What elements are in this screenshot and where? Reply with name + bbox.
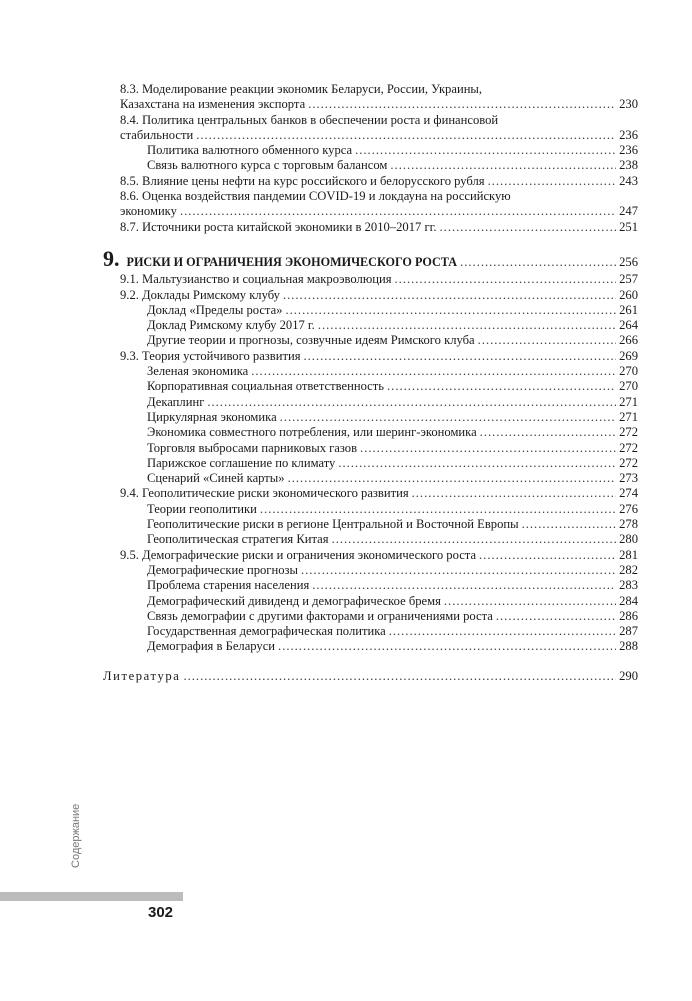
- entry-title: Другие теории и прогнозы, созвучные идеям Римского клуба: [147, 333, 475, 348]
- entry-page: 276: [619, 501, 638, 516]
- chapter-9-sections: [103, 272, 638, 654]
- entry-title: 9.5. Демографические риски и ограничения экономического роста: [120, 547, 477, 562]
- entry-title: 8.5. Влияние цены нефти на курс российского и белорусского рубля: [120, 173, 485, 188]
- entry-page: 257: [619, 272, 638, 287]
- dot-leader: [387, 379, 616, 394]
- entry-page: 288: [619, 639, 638, 654]
- dot-leader: [196, 128, 616, 143]
- literature-page: 290: [619, 668, 638, 683]
- toc-entry[interactable]: [103, 82, 638, 113]
- literature-entry[interactable]: [103, 669, 638, 684]
- entry-page: 281: [619, 547, 638, 562]
- toc-entry[interactable]: [103, 609, 638, 624]
- entry-title: 9.1. Мальтузианство и социальная макроэволюция: [120, 272, 392, 287]
- toc-entry[interactable]: [103, 517, 638, 532]
- entry-title: 8.7. Источники роста китайской экономики в 2010–2017 гг.: [120, 219, 437, 234]
- chapter-heading[interactable]: [103, 245, 638, 271]
- entry-page: 271: [619, 394, 638, 409]
- entry-title: Доклад «Пределы роста»: [147, 302, 283, 317]
- entry-page: 236: [619, 127, 638, 142]
- dot-leader: [285, 303, 616, 318]
- dot-leader: [522, 517, 617, 532]
- entry-page: 230: [619, 97, 638, 112]
- entry-page: 251: [619, 219, 638, 234]
- dot-leader: [440, 220, 617, 235]
- toc-entry[interactable]: [103, 563, 638, 578]
- toc-entry[interactable]: [103, 578, 638, 593]
- entry-title: Экономика совместного потребления, или шеринг-экономика: [147, 425, 477, 440]
- entry-page: 272: [619, 440, 638, 455]
- entry-row: [147, 158, 638, 173]
- toc-entry[interactable]: [103, 333, 638, 348]
- dot-leader: [338, 456, 616, 471]
- literature-title: Литература: [103, 668, 181, 683]
- entry-title: Торговля выбросами парниковых газов: [147, 440, 358, 455]
- dot-leader: [496, 609, 616, 624]
- toc-entry[interactable]: [103, 288, 638, 303]
- entry-page: 284: [619, 593, 638, 608]
- dot-leader: [412, 486, 616, 501]
- toc-entry[interactable]: [103, 364, 638, 379]
- entry-page: 238: [619, 158, 638, 173]
- dot-leader: [460, 255, 616, 270]
- toc-entry[interactable]: [103, 502, 638, 517]
- toc-entry[interactable]: [103, 548, 638, 563]
- entry-title: Геополитические риски в регионе Центральной и Восточной Европы: [147, 517, 519, 532]
- entry-title: Государственная демографическая политика: [147, 624, 386, 639]
- dot-leader: [260, 502, 616, 517]
- entry-page: 270: [619, 379, 638, 394]
- chapter-number: 9.: [103, 245, 120, 271]
- dot-leader: [251, 364, 616, 379]
- entry-title: Демографический дивиденд и демографическое бремя: [147, 593, 441, 608]
- dot-leader: [390, 158, 616, 173]
- dot-leader: [180, 204, 616, 219]
- entry-title: Теории геополитики: [147, 501, 257, 516]
- entry-page: 274: [619, 486, 638, 501]
- entry-title: стабильности: [120, 127, 194, 142]
- dot-leader: [288, 471, 617, 486]
- dot-leader: [479, 548, 616, 563]
- entry-page: 266: [619, 333, 638, 348]
- side-section-label: Содержание: [70, 803, 82, 868]
- dot-leader: [318, 318, 616, 333]
- dot-leader: [278, 639, 616, 654]
- entry-title-line: 8.3. Моделирование реакции экономик Беларуси, России, Украины,: [120, 82, 483, 96]
- footer-bar: [0, 892, 183, 901]
- dot-leader: [301, 563, 616, 578]
- entry-title: Политика валютного обменного курса: [147, 143, 353, 158]
- entry-title: 9.2. Доклады Римскому клубу: [120, 287, 280, 302]
- dot-leader: [283, 288, 616, 303]
- toc-entry[interactable]: [103, 441, 638, 456]
- toc-entry[interactable]: [103, 532, 638, 547]
- toc-entry[interactable]: [103, 318, 638, 333]
- entry-page: 243: [619, 173, 638, 188]
- entry-page: 286: [619, 608, 638, 623]
- dot-leader: [480, 425, 616, 440]
- chapter-title: РИСКИ И ОГРАНИЧЕНИЯ ЭКОНОМИЧЕСКОГО РОСТА: [126, 254, 458, 269]
- dot-leader: [395, 272, 617, 287]
- entry-page: 287: [619, 624, 638, 639]
- entry-row: [120, 97, 638, 112]
- table-of-contents: [103, 82, 638, 684]
- entry-row: [120, 220, 638, 235]
- page-number: 302: [148, 904, 174, 921]
- dot-leader: [389, 624, 616, 639]
- dot-leader: [332, 532, 617, 547]
- toc-entry[interactable]: [103, 349, 638, 364]
- toc-entry[interactable]: [103, 486, 638, 501]
- toc-entry[interactable]: [103, 471, 638, 486]
- entry-page: 273: [619, 471, 638, 486]
- entry-title: Связь демографии с другими факторами и ограничениями роста: [147, 608, 493, 623]
- entry-title: Зеленая экономика: [147, 364, 249, 379]
- toc-entry[interactable]: [103, 158, 638, 173]
- dot-leader: [308, 97, 616, 112]
- toc-entry[interactable]: [103, 113, 638, 144]
- entry-title-line: 8.4. Политика центральных банков в обеспечении роста и финансовой: [120, 112, 499, 127]
- toc-entry[interactable]: [103, 639, 638, 654]
- entry-title: Доклад Римскому клубу 2017 г.: [147, 318, 315, 333]
- entry-title: Циркулярная экономика: [147, 409, 277, 424]
- toc-entry[interactable]: [103, 143, 638, 158]
- toc-entry[interactable]: [103, 174, 638, 189]
- entry-page: 271: [619, 409, 638, 424]
- entry-title: экономику: [120, 204, 177, 219]
- dot-leader: [183, 669, 616, 684]
- entry-page: 282: [619, 562, 638, 577]
- toc-entry[interactable]: [103, 303, 638, 318]
- entry-title: Казахстана на изменения экспорта: [120, 97, 306, 112]
- toc-entry[interactable]: [103, 624, 638, 639]
- dot-leader: [444, 594, 616, 609]
- chapter-8-sections: [103, 82, 638, 235]
- entry-page: 236: [619, 143, 638, 158]
- entry-title: Декаплинг: [147, 394, 205, 409]
- entry-title: Корпоративная социальная ответственность: [147, 379, 385, 394]
- entry-title: Связь валютного курса с торговым балансом: [147, 158, 388, 173]
- entry-title: Сценарий «Синей карты»: [147, 471, 285, 486]
- dot-leader: [355, 143, 616, 158]
- entry-title: Парижское соглашение по климату: [147, 455, 336, 470]
- entry-page: 270: [619, 364, 638, 379]
- entry-page: 272: [619, 455, 638, 470]
- dot-leader: [478, 333, 616, 348]
- entry-page: 264: [619, 318, 638, 333]
- entry-row: [147, 143, 638, 158]
- toc-entry[interactable]: [103, 425, 638, 440]
- entry-page: 283: [619, 578, 638, 593]
- dot-leader: [304, 349, 617, 364]
- entry-page: 278: [619, 517, 638, 532]
- toc-entry[interactable]: [103, 189, 638, 220]
- entry-row: [120, 128, 638, 143]
- dot-leader: [312, 578, 616, 593]
- entry-title-line: 8.6. Оценка воздействия пандемии COVID-19 и локдауна на российскую: [120, 189, 511, 204]
- entry-page: 247: [619, 204, 638, 219]
- dot-leader: [488, 174, 617, 189]
- toc-entry[interactable]: [103, 379, 638, 394]
- dot-leader: [207, 395, 616, 410]
- entry-title: 9.4. Геополитические риски экономического развития: [120, 486, 409, 501]
- entry-page: 260: [619, 287, 638, 302]
- toc-entry[interactable]: [103, 456, 638, 471]
- dot-leader: [360, 441, 616, 456]
- entry-page: 261: [619, 302, 638, 317]
- chapter-page: 256: [619, 254, 638, 269]
- toc-entry[interactable]: [103, 272, 638, 287]
- toc-entry[interactable]: [103, 220, 638, 235]
- toc-entry[interactable]: [103, 395, 638, 410]
- entry-title: Демография в Беларуси: [147, 639, 276, 654]
- entry-page: 272: [619, 425, 638, 440]
- entry-title: Проблема старения населения: [147, 578, 310, 593]
- entry-row: [120, 204, 638, 219]
- dot-leader: [280, 410, 616, 425]
- entry-title: 9.3. Теория устойчивого развития: [120, 348, 301, 363]
- entry-page: 269: [619, 348, 638, 363]
- entry-row: [120, 174, 638, 189]
- entry-title: Демографические прогнозы: [147, 562, 298, 577]
- entry-page: 280: [619, 532, 638, 547]
- toc-entry[interactable]: [103, 594, 638, 609]
- entry-title: Геополитическая стратегия Китая: [147, 532, 329, 547]
- toc-entry[interactable]: [103, 410, 638, 425]
